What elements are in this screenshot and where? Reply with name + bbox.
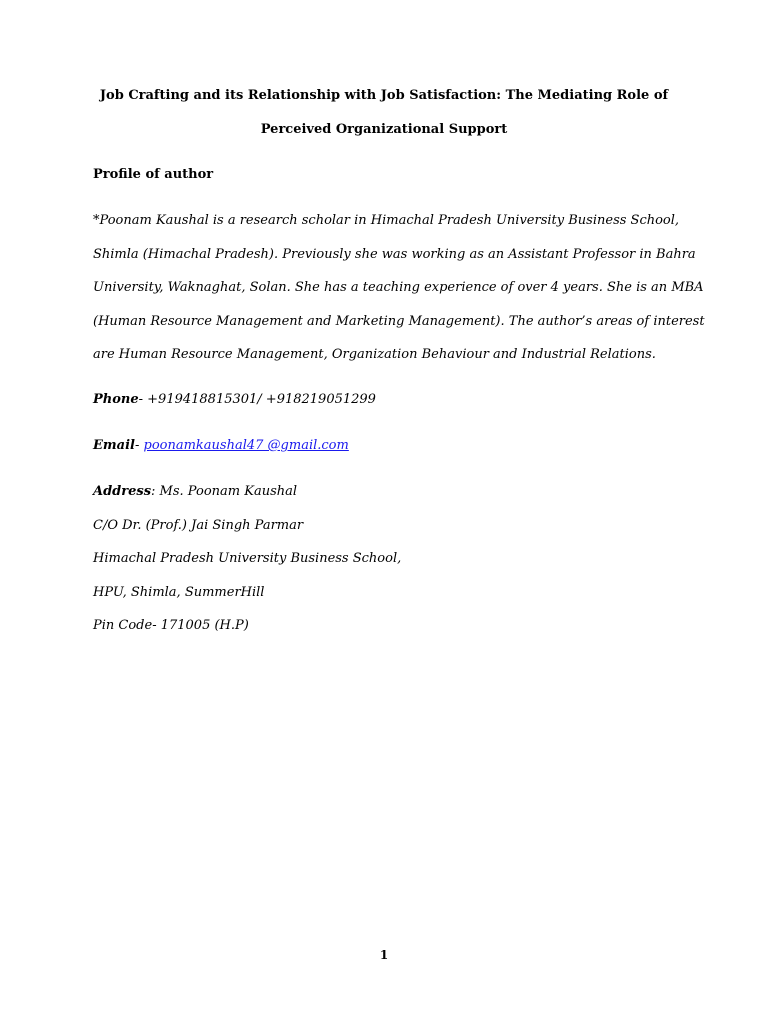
paper-title-line-1: Job Crafting and its Relationship with Job Satisfaction: The Mediating Role of	[99, 88, 669, 103]
phone-label: Phone	[93, 392, 139, 407]
email-link[interactable]: poonamkaushal47 @gmail.com	[143, 438, 349, 453]
address-line	[93, 484, 297, 499]
address-name: : Ms. Poonam Kaushal	[151, 484, 298, 499]
bio-line: (Human Resource Management and Marketing Management). The author’s areas of interest	[93, 313, 705, 329]
page-number: 1	[379, 948, 389, 962]
bio-line: Shimla (Himachal Pradesh). Previously she was working as an Assistant Professor in Bahra	[93, 246, 696, 262]
address-label: Address	[93, 484, 152, 499]
email-label: Email	[93, 438, 135, 453]
profile-heading: Profile of author	[93, 167, 214, 182]
author-bio	[93, 204, 705, 372]
address-line-co: C/O Dr. (Prof.) Jai Singh Parmar	[93, 518, 304, 533]
phone-value: - +919418815301/ +918219051299	[138, 392, 376, 407]
address-line-city: HPU, Shimla, SummerHill	[93, 585, 265, 600]
address-line-school: Himachal Pradesh University Business School,	[93, 551, 402, 566]
email-separator: -	[134, 438, 144, 453]
phone-line	[93, 392, 376, 407]
paper-title-line-2: Perceived Organizational Support	[260, 122, 508, 137]
bio-line: University, Waknaghat, Solan. She has a teaching experience of over 4 years. She is an MBA	[93, 280, 704, 295]
bio-line: are Human Resource Management, Organization Behaviour and Industrial Relations.	[93, 347, 656, 362]
address-line-pincode: Pin Code- 171005 (H.P)	[93, 618, 249, 633]
bio-line: *Poonam Kaushal is a research scholar in Himachal Pradesh University Business School,	[93, 213, 680, 228]
email-line	[93, 438, 349, 453]
